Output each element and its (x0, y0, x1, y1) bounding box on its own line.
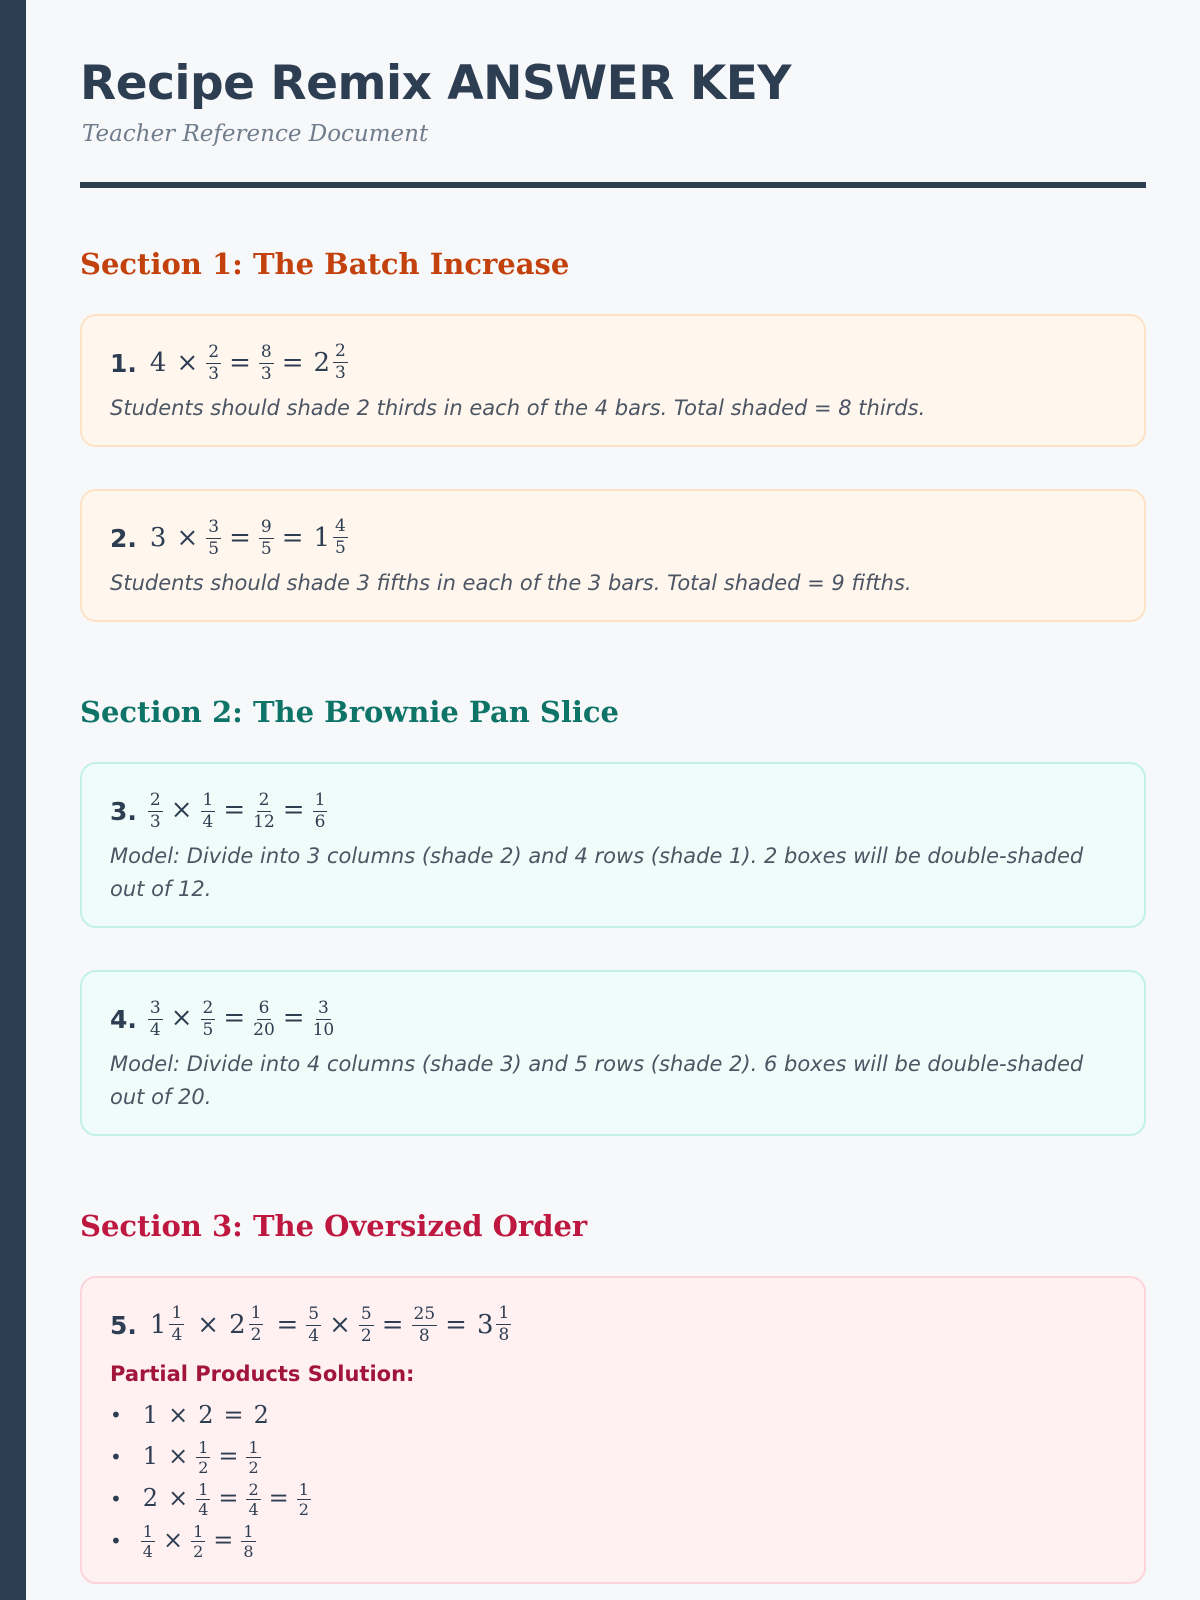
math-operator: = (229, 347, 251, 378)
numerator: 8 (260, 342, 272, 362)
equation-2 (110, 513, 1116, 563)
numerator: 1 (243, 1521, 254, 1541)
math-operator: = (223, 1401, 244, 1429)
mixed-number (229, 1304, 266, 1345)
math-operator: × (170, 1003, 193, 1033)
document-content (80, 0, 1146, 1584)
numerator: 2 (248, 1479, 259, 1499)
math-number: 1 (142, 1401, 159, 1429)
answer-card-1 (80, 314, 1146, 447)
denominator: 5 (202, 1019, 214, 1040)
fraction (333, 517, 348, 558)
math-operator: = (229, 522, 251, 553)
denominator: 4 (142, 1541, 153, 1561)
denominator: 5 (208, 539, 220, 559)
denominator: 2 (193, 1541, 204, 1561)
denominator: 6 (314, 811, 326, 832)
answer-card-5 (80, 1276, 1146, 1584)
answer-card-3 (80, 762, 1146, 928)
fraction (148, 999, 163, 1040)
fraction (259, 343, 274, 384)
partial-product-4 (138, 1523, 259, 1560)
answer-card-2 (80, 489, 1146, 622)
denominator: 5 (260, 539, 272, 559)
fraction (306, 1305, 321, 1346)
fraction (253, 791, 275, 832)
equation-4 (110, 994, 1116, 1044)
numerator: 2 (149, 789, 161, 810)
math-operator: × (170, 795, 193, 825)
denominator: 12 (253, 811, 275, 832)
numerator: 9 (260, 517, 272, 537)
numerator: 1 (142, 1521, 153, 1541)
answer-note-4: Model: Divide into 4 columns (shade 3) and 5 rows (shade 2). 6 boxes will be double-shaded out of 20. (110, 1052, 1084, 1109)
fraction (246, 1481, 260, 1518)
fraction (201, 999, 216, 1040)
fraction (249, 1304, 264, 1345)
numerator: 3 (149, 997, 161, 1018)
math-number: 2 (253, 1401, 269, 1429)
equation-3-body (145, 791, 331, 832)
equation-1 (110, 338, 1116, 388)
math-number: 4 (149, 347, 167, 378)
math-number: 2 (142, 1483, 159, 1512)
math-operator: = (445, 1309, 467, 1340)
whole-part: 3 (476, 1309, 494, 1340)
numerator: 1 (314, 789, 326, 810)
math-operator: = (281, 522, 304, 553)
denominator: 8 (418, 1326, 430, 1346)
fraction (148, 791, 163, 832)
mixed-number (314, 342, 351, 383)
fraction (241, 1523, 255, 1560)
denominator: 3 (335, 363, 346, 383)
math-number: 3 (149, 522, 167, 553)
denominator: 8 (243, 1541, 254, 1561)
fraction (359, 1305, 374, 1346)
numerator: 1 (198, 1479, 209, 1499)
math-operator: × (176, 347, 199, 378)
math-operator: = (282, 795, 305, 825)
math-operator: × (168, 1401, 189, 1429)
math-operator: × (168, 1483, 189, 1512)
denominator: 2 (248, 1457, 259, 1477)
numerator: 1 (498, 1303, 510, 1323)
numerator: 1 (298, 1479, 309, 1499)
title-divider (80, 182, 1146, 188)
numerator: 1 (193, 1521, 204, 1541)
denominator: 3 (149, 811, 161, 832)
whole-part: 1 (313, 522, 331, 553)
numerator: 1 (171, 1303, 183, 1323)
denominator: 3 (208, 364, 220, 384)
math-number: 1 (142, 1441, 159, 1470)
math-operator: = (282, 1003, 305, 1033)
section-3-heading: Section 3: The Oversized Order (80, 1209, 588, 1243)
fraction (297, 1481, 311, 1518)
denominator: 2 (298, 1499, 309, 1519)
fraction (191, 1523, 205, 1560)
equation-1-body (145, 342, 356, 384)
problem-number-1: 1. (110, 348, 137, 378)
partial-product-item (110, 1520, 1116, 1562)
fraction (196, 1481, 210, 1518)
denominator: 3 (260, 364, 272, 384)
fraction (253, 999, 275, 1040)
math-number: 2 (198, 1401, 214, 1429)
fraction (313, 999, 335, 1040)
denominator: 4 (198, 1499, 209, 1519)
mixed-number (150, 1304, 187, 1345)
numerator: 3 (318, 997, 329, 1018)
fraction (206, 343, 221, 384)
denominator: 4 (202, 811, 214, 832)
left-accent-bar (0, 0, 26, 1600)
partial-product-2 (138, 1439, 264, 1476)
denominator: 4 (248, 1499, 259, 1519)
numerator: 2 (202, 997, 214, 1018)
fraction (141, 1523, 155, 1560)
math-operator: = (281, 347, 304, 378)
math-operator: = (276, 1309, 299, 1340)
page-title: Recipe Remix ANSWER KEY (80, 56, 791, 111)
numerator: 5 (360, 1304, 372, 1324)
math-operator: × (197, 1309, 220, 1340)
equation-3 (110, 786, 1116, 836)
numerator: 1 (250, 1303, 262, 1323)
denominator: 8 (498, 1325, 510, 1345)
denominator: 2 (360, 1326, 372, 1346)
numerator: 3 (208, 517, 220, 537)
fraction (412, 1305, 438, 1346)
math-operator: = (223, 1003, 246, 1033)
fraction (201, 791, 216, 832)
bullet-icon: • (110, 1403, 122, 1427)
partial-product-item (110, 1478, 1116, 1520)
denominator: 20 (253, 1019, 275, 1040)
partial-products-heading: Partial Products Solution: (110, 1362, 415, 1386)
whole-part: 1 (149, 1309, 167, 1340)
fraction (333, 342, 348, 383)
whole-part: 2 (313, 347, 331, 378)
denominator: 2 (250, 1325, 262, 1345)
fraction (313, 791, 328, 832)
numerator: 1 (248, 1437, 259, 1457)
partial-product-item (110, 1436, 1116, 1478)
numerator: 1 (202, 789, 214, 810)
answer-note-2: Students should shade 3 fifths in each of the 3 bars. Total shaded = 9 fifths. (110, 571, 912, 595)
denominator: 4 (308, 1326, 320, 1346)
partial-product-item (110, 1394, 1116, 1436)
numerator: 4 (335, 516, 346, 536)
denominator: 10 (312, 1019, 335, 1040)
mixed-number (477, 1304, 514, 1345)
page-subtitle: Teacher Reference Document (82, 121, 429, 147)
numerator: 5 (308, 1304, 320, 1324)
section-2-heading: Section 2: The Brownie Pan Slice (80, 695, 620, 729)
partial-product-3 (138, 1481, 314, 1518)
partial-products-list (110, 1394, 1116, 1562)
whole-part: 2 (229, 1309, 246, 1340)
bullet-icon: • (110, 1529, 122, 1553)
math-operator: = (218, 1441, 239, 1470)
fraction (246, 1439, 260, 1476)
denominator: 2 (198, 1457, 209, 1477)
math-operator: = (213, 1525, 234, 1554)
denominator: 4 (171, 1325, 183, 1345)
math-operator: = (223, 795, 246, 825)
equation-2-body (145, 517, 356, 559)
fraction (206, 518, 221, 559)
math-operator: × (162, 1525, 184, 1554)
bullet-icon: • (110, 1487, 122, 1511)
equation-5 (110, 1300, 1116, 1350)
math-operator: = (268, 1483, 289, 1512)
numerator: 1 (198, 1437, 209, 1457)
fraction (169, 1304, 184, 1345)
problem-number-5: 5. (110, 1310, 137, 1340)
mixed-number (314, 517, 351, 558)
denominator: 4 (149, 1019, 161, 1040)
math-operator: × (176, 522, 199, 553)
answer-note-3: Model: Divide into 3 columns (shade 2) and 4 rows (shade 1). 2 boxes will be double-shaded out of 12. (110, 844, 1084, 901)
math-operator: = (218, 1483, 239, 1512)
bullet-icon: • (110, 1445, 122, 1469)
math-operator: × (168, 1441, 189, 1470)
numerator: 2 (258, 789, 270, 810)
equation-4-body (145, 999, 337, 1040)
fraction (259, 518, 274, 559)
numerator: 6 (258, 997, 270, 1018)
denominator: 5 (335, 538, 346, 558)
partial-product-1 (138, 1401, 274, 1429)
section-1-heading: Section 1: The Batch Increase (80, 247, 570, 281)
answer-note-1: Students should shade 2 thirds in each of the 4 bars. Total shaded = 8 thirds. (110, 396, 926, 420)
problem-number-4: 4. (110, 1004, 137, 1034)
numerator: 2 (335, 341, 346, 361)
math-operator: × (329, 1309, 351, 1340)
answer-card-4 (80, 970, 1146, 1136)
numerator: 25 (413, 1304, 436, 1324)
numerator: 2 (208, 342, 220, 362)
fraction (496, 1304, 511, 1345)
equation-5-body (145, 1304, 519, 1346)
problem-number-3: 3. (110, 796, 137, 826)
fraction (196, 1439, 210, 1476)
problem-number-2: 2. (110, 523, 137, 553)
math-operator: = (381, 1309, 404, 1340)
